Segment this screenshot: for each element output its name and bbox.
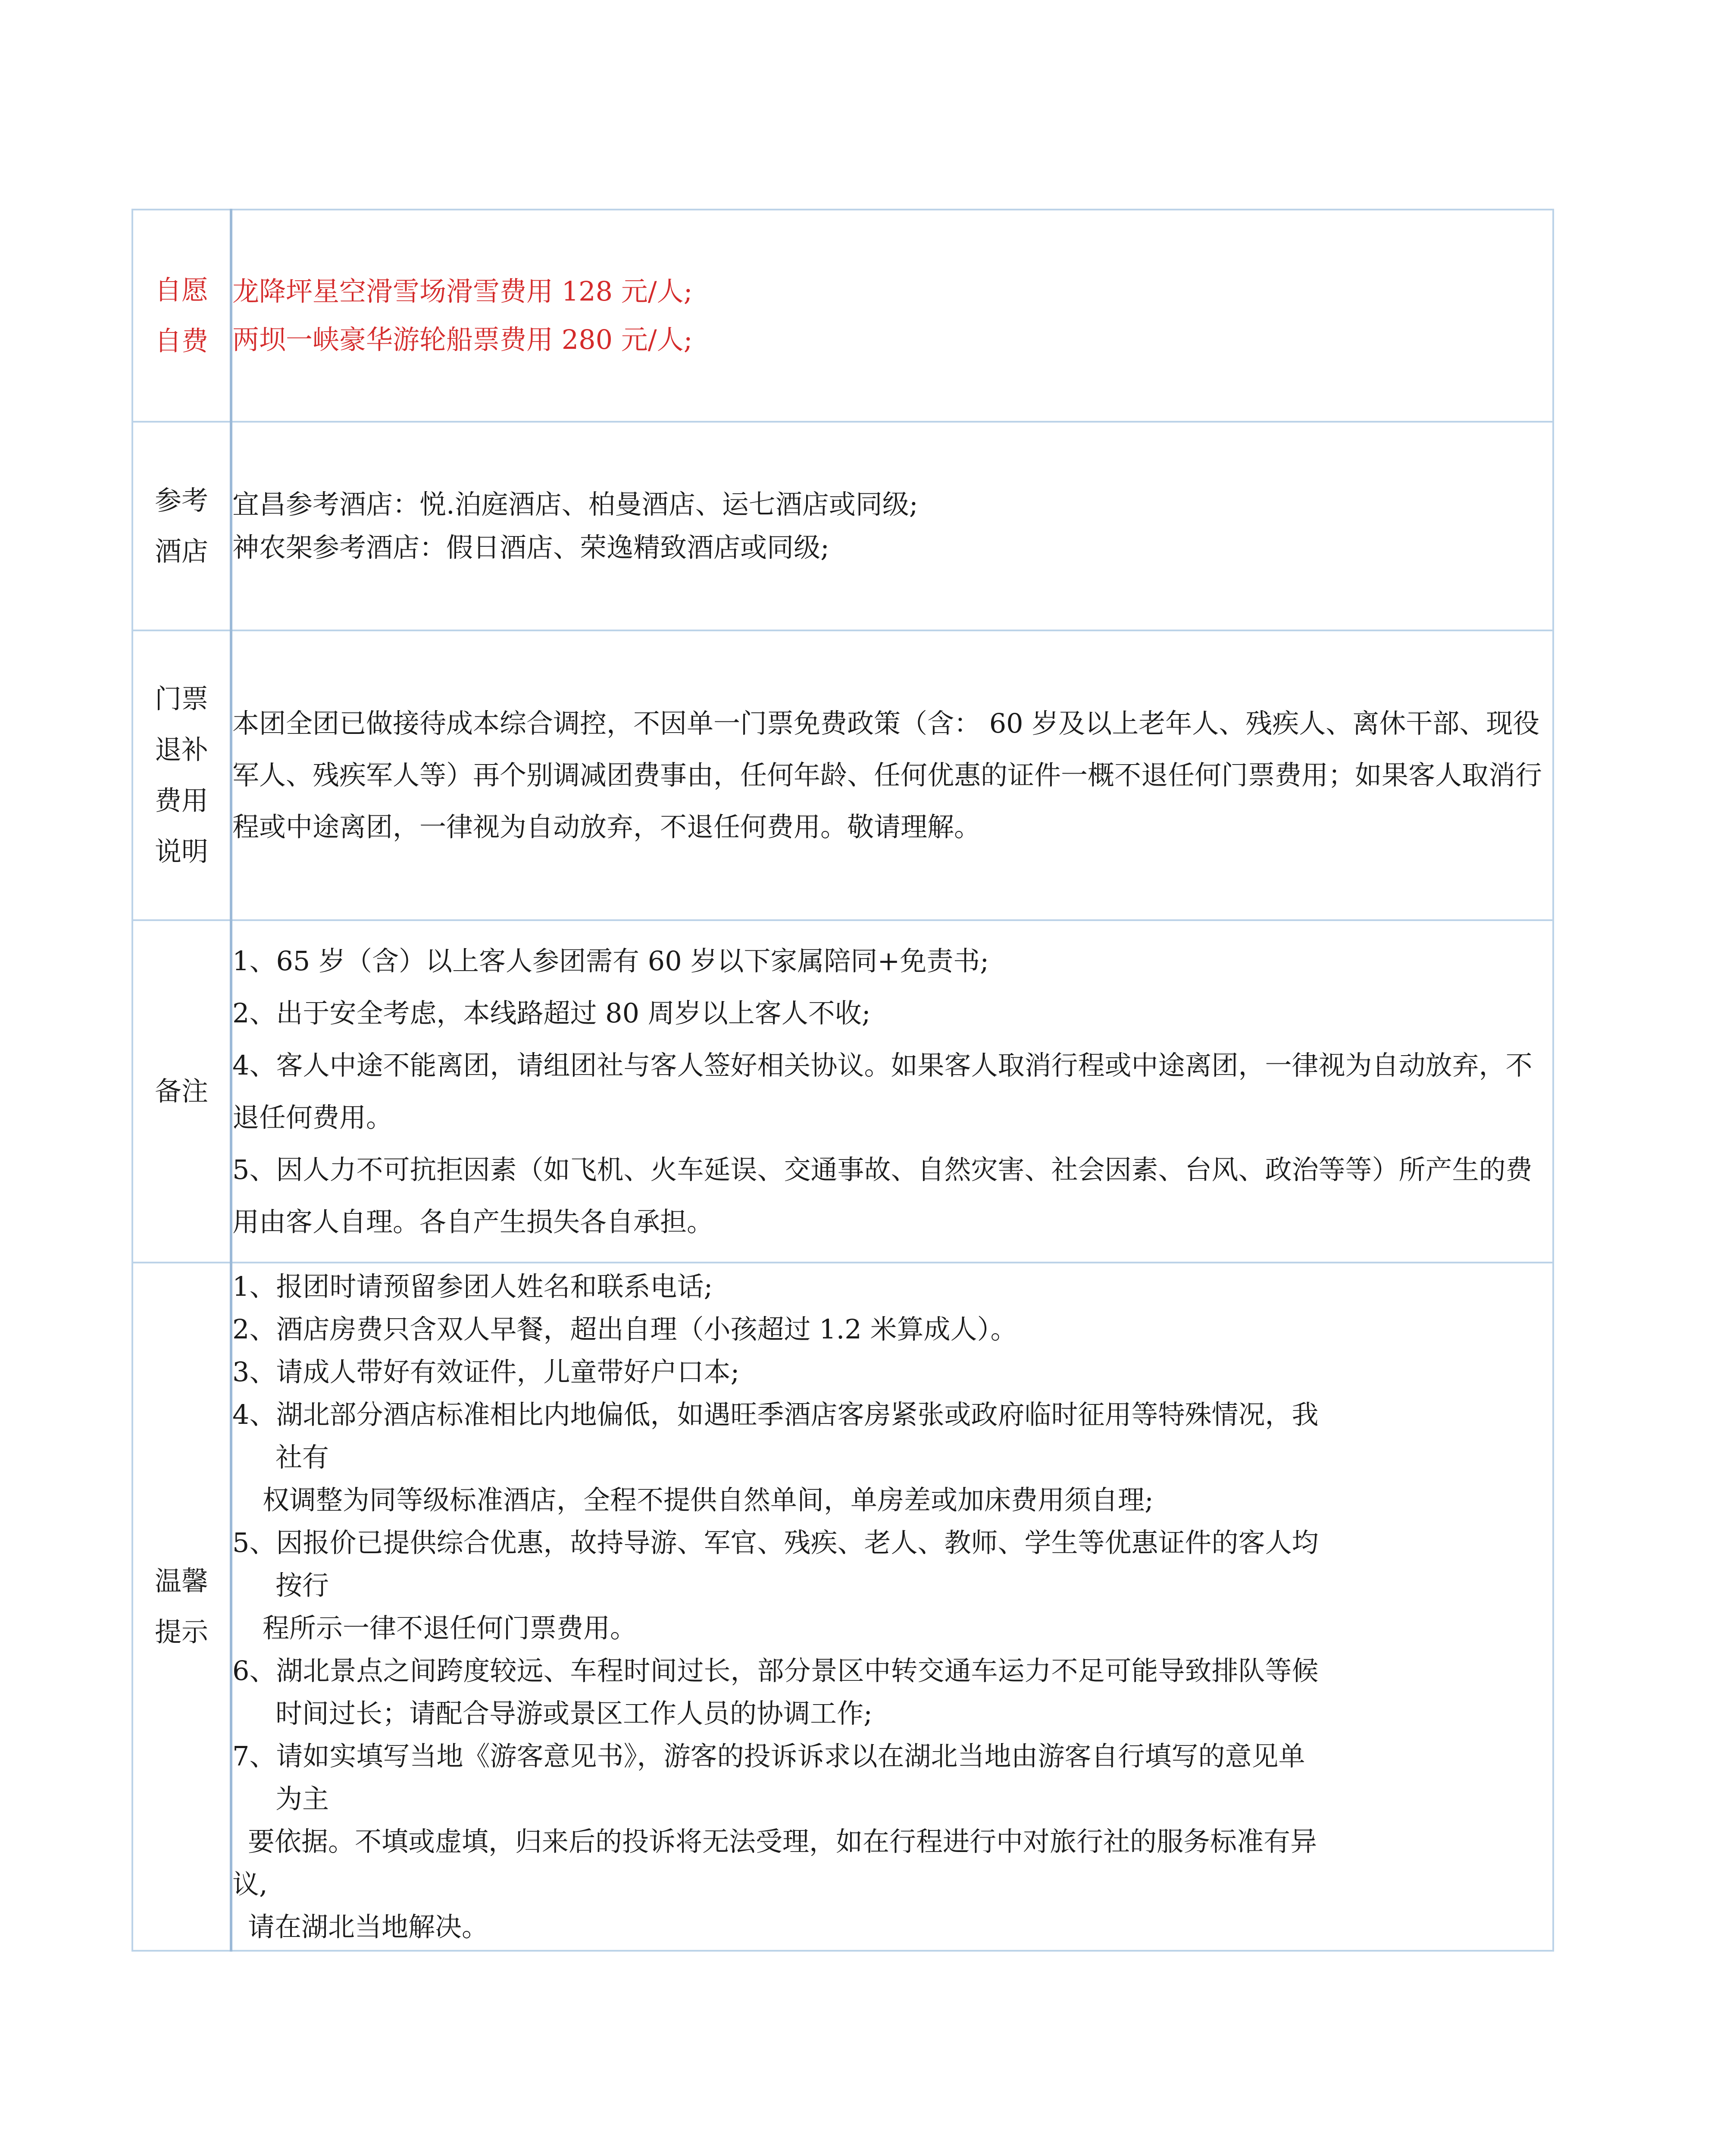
- tip-item-wrap: 时间过长；请配合导游或景区工作人员的协调工作;: [275, 1698, 873, 1729]
- note-item: 2、出于安全考虑，本线路超过 80 周岁以上客人不收;: [232, 997, 871, 1029]
- tip-item-wrap: 为主: [275, 1783, 329, 1814]
- tip-item-continued: 请在湖北当地解决。: [248, 1911, 489, 1943]
- table-row-notes: [132, 920, 1553, 1263]
- tip-item: 6、湖北景点之间跨度较远、车程时间过长，部分景区中转交通车运力不足可能导致排队等候: [232, 1655, 1319, 1686]
- table-row-hotels: [132, 422, 1553, 630]
- note-item: 4、客人中途不能离团，请组团社与客人签好相关协议。如果客人取消行程或中途离团，一律视为自动放弃，不退任何费用。: [232, 1050, 1533, 1133]
- tip-item-wrap: 按行: [275, 1570, 329, 1601]
- row-label-cell: [132, 422, 231, 630]
- tip-item-continued: 要依据。不填或虚填，归来后的投诉将无法受理，如在行程进行中对旅行社的服务标准有异: [248, 1826, 1317, 1857]
- row-label: 门票退补费用说明: [154, 683, 208, 867]
- hotel-item: 神农架参考酒店：假日酒店、荣逸精致酒店或同级;: [232, 532, 829, 563]
- row-label: 备注: [154, 1075, 208, 1107]
- tip-item-continued: 权调整为同等级标准酒店，全程不提供自然单间，单房差或加床费用须自理;: [263, 1484, 1154, 1516]
- row-content-cell: [231, 1263, 1553, 1951]
- hotel-item: 宜昌参考酒店：悦.泊庭酒店、柏曼酒店、运七酒店或同级;: [232, 489, 918, 520]
- ticket-policy-paragraph: 本团全团已做接待成本综合调控，不因单一门票免费政策（含： 60 岁及以上老年人、残疾人、离休干部、现役军人、残疾军人等）再个别调减团费事由，任何年龄、任何优惠的证件一概不退任何门票费用；如果客人取消行程或中途离团，一律视为自动放弃，不退任何费用。敬请理解。: [232, 708, 1542, 843]
- note-item: 1、65 岁（含）以上客人参团需有 60 岁以下家属陪同+免责书;: [232, 945, 989, 977]
- row-label: 参考酒店: [154, 485, 208, 567]
- row-content-cell: [231, 422, 1553, 630]
- tip-item: 1、报团时请预留参团人姓名和联系电话;: [232, 1271, 713, 1302]
- tip-item: 3、请成人带好有效证件，儿童带好户口本;: [232, 1356, 740, 1388]
- table-row-self-pay: [132, 210, 1553, 422]
- row-label: 温馨提示: [154, 1565, 208, 1648]
- row-content-cell: [231, 920, 1553, 1263]
- self-pay-item: 龙降坪星空滑雪场滑雪费用 128 元/人;: [232, 276, 693, 307]
- tip-item: 4、湖北部分酒店标准相比内地偏低，如遇旺季酒店客房紧张或政府临时征用等特殊情况，我: [232, 1399, 1319, 1430]
- tip-item: 7、请如实填写当地《游客意见书》，游客的投诉诉求以在湖北当地由游客自行填写的意见单: [232, 1740, 1305, 1772]
- table-row-ticket-refund: [132, 630, 1553, 920]
- row-label-cell: [132, 1263, 231, 1951]
- tip-item: 2、酒店房费只含双人早餐，超出自理（小孩超过 1.2 米算成人）。: [232, 1313, 1017, 1345]
- row-label-cell: [132, 920, 231, 1263]
- row-content-cell: [231, 210, 1553, 422]
- table-row-tips: [132, 1263, 1553, 1951]
- tip-item-wrap: 社有: [275, 1442, 329, 1473]
- row-label-cell: [132, 630, 231, 920]
- note-item: 5、因人力不可抗拒因素（如飞机、火车延误、交通事故、自然灾害、社会因素、台风、政治等等）所产生的费用由客人自理。各自产生损失各自承担。: [232, 1154, 1533, 1238]
- row-content-cell: [231, 630, 1553, 920]
- tip-item-wrap: 议,: [232, 1868, 268, 1900]
- tip-item-continued: 程所示一律不退任何门票费用。: [263, 1612, 637, 1644]
- row-label-cell: [132, 210, 231, 422]
- row-label: 自愿自费: [154, 274, 208, 357]
- self-pay-item: 两坝一峡豪华游轮船票费用 280 元/人;: [232, 324, 693, 355]
- tip-item: 5、因报价已提供综合优惠，故持导游、军官、残疾、老人、教师、学生等优惠证件的客人均: [232, 1527, 1319, 1558]
- itinerary-info-table: [131, 209, 1554, 1952]
